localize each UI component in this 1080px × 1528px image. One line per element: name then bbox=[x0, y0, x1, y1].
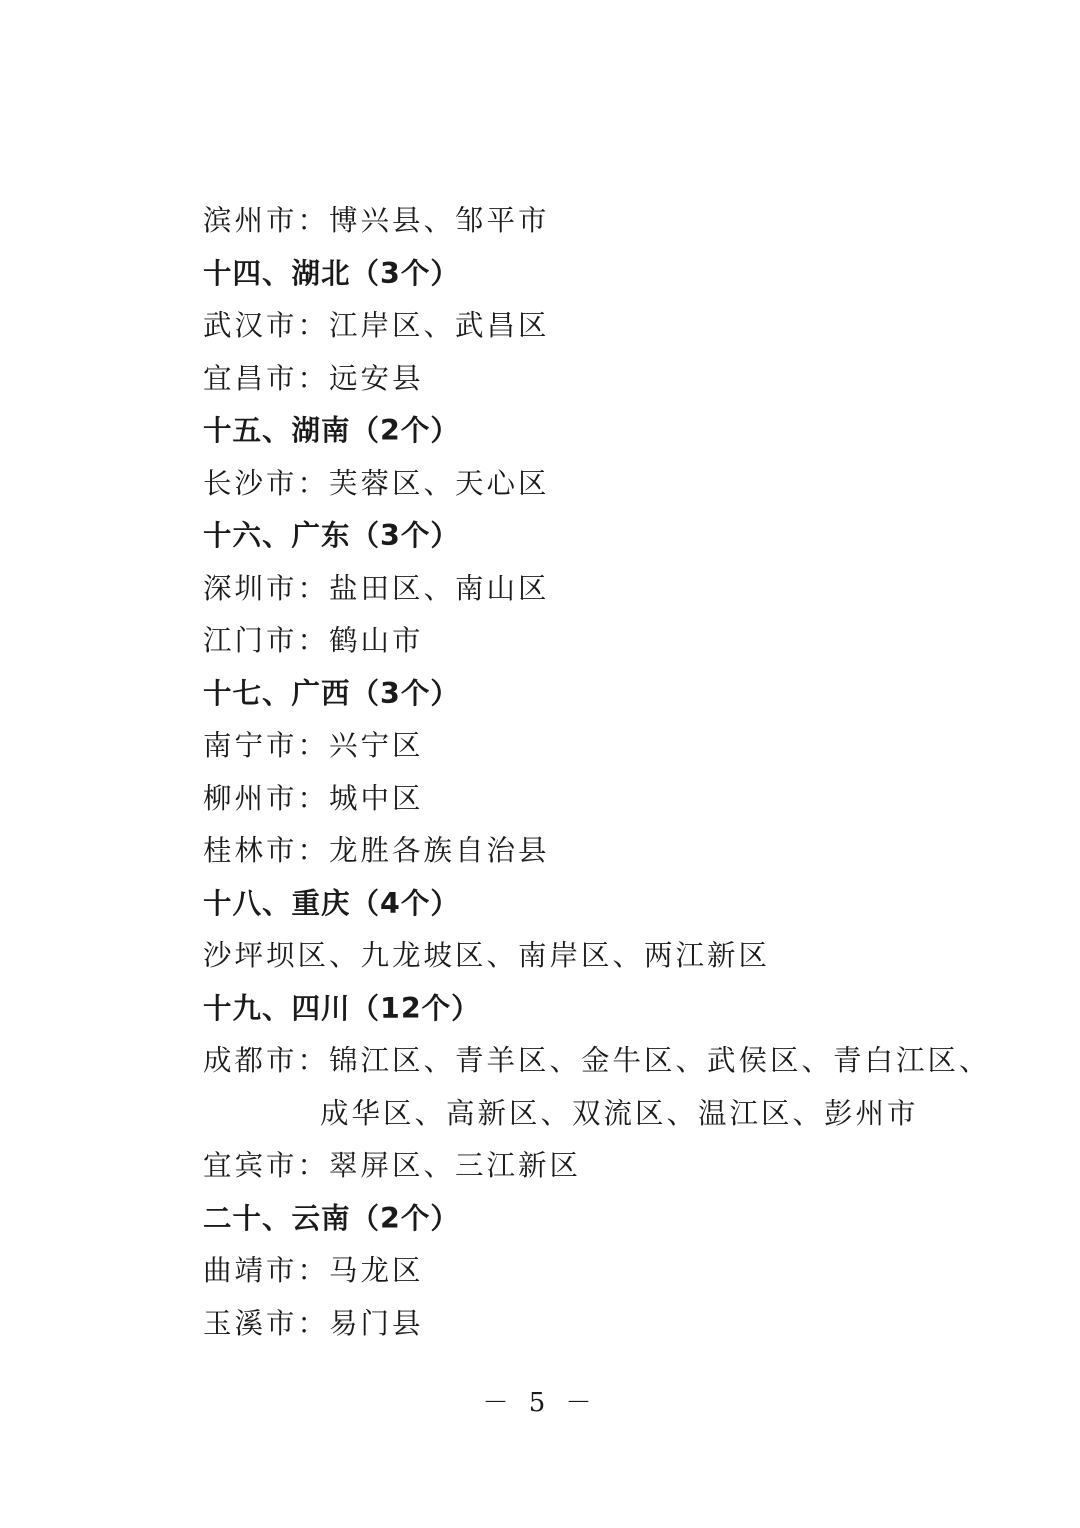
province-heading: 十六、广东（3个） bbox=[203, 519, 460, 552]
province-heading: 二十、云南（2个） bbox=[203, 1201, 460, 1235]
page-number: － 5 － bbox=[482, 1388, 598, 1418]
province-heading: 十四、湖北（3个） bbox=[203, 256, 460, 290]
province-heading: 十七、广西（3个） bbox=[203, 676, 460, 710]
city-line: 宜昌市：远安县 bbox=[203, 361, 424, 395]
province-heading: 十八、重庆（4个） bbox=[203, 886, 460, 920]
city-line: 长沙市：芙蓉区、天心区 bbox=[203, 466, 550, 500]
city-line: 武汉市：江岸区、武昌区 bbox=[203, 309, 550, 342]
document-body bbox=[203, 195, 991, 1350]
city-line: 成都市：锦江区、青羊区、金牛区、武侯区、青白江区、 bbox=[203, 1044, 991, 1077]
city-line: 滨州市：博兴县、邹平市 bbox=[203, 204, 550, 237]
city-line: 南宁市：兴宁区 bbox=[203, 729, 424, 762]
city-line: 曲靖市：马龙区 bbox=[203, 1254, 424, 1287]
province-heading: 十五、湖南（2个） bbox=[203, 414, 460, 447]
city-line: 柳州市：城中区 bbox=[203, 781, 424, 815]
city-line: 桂林市：龙胜各族自治县 bbox=[203, 834, 550, 867]
city-line-continuation: 成华区、高新区、双流区、温江区、彭州市 bbox=[320, 1096, 919, 1130]
city-line: 宜宾市：翠屏区、三江新区 bbox=[203, 1149, 582, 1182]
city-line: 深圳市：盐田区、南山区 bbox=[203, 571, 550, 605]
city-line: 玉溪市：易门县 bbox=[203, 1306, 424, 1340]
city-line: 江门市：鹤山市 bbox=[203, 624, 424, 657]
province-heading: 十九、四川（12个） bbox=[203, 991, 481, 1025]
district-line: 沙坪坝区、九龙坡区、南岸区、两江新区 bbox=[203, 939, 771, 972]
